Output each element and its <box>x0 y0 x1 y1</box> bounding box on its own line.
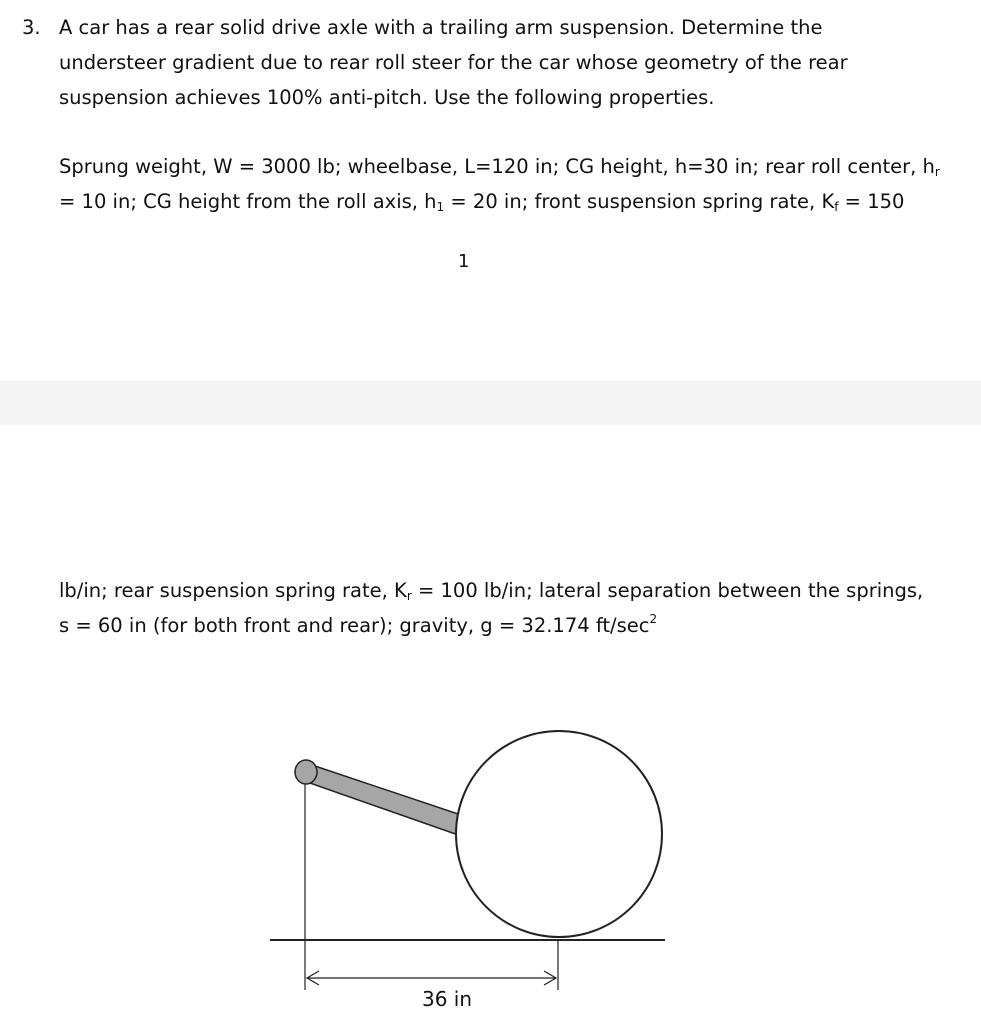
question-line-1: A car has a rear solid drive axle with a trailing arm suspension. Determine the <box>59 16 823 39</box>
trailing-arm <box>304 765 470 837</box>
question-line-2: understeer gradient due to rear roll steer for the car whose geometry of the rear <box>59 51 848 74</box>
question-number: 3. <box>22 16 41 39</box>
properties-line-2: = 10 in; CG height from the roll axis, $h_1 = 20$ in; front suspension spring rate, $K_f = 150$ <box>59 190 905 214</box>
question-line-3: suspension achieves 100% anti-pitch. Use the following properties. <box>59 86 715 109</box>
wheel <box>456 731 662 937</box>
trailing-arm-diagram <box>0 690 981 1024</box>
properties-part-2 <box>59 573 969 643</box>
question-text <box>59 10 959 115</box>
page-number: 1 <box>458 251 470 272</box>
dimension-label: 36 in <box>422 987 473 1011</box>
arm-pivot <box>295 760 317 784</box>
properties-line-4: s = 60 in (for both front and rear); gravity, g = 32.174 $ft/\sec^2$ <box>59 612 658 637</box>
properties-line-3: lb/in; rear suspension spring rate, $K_r = 100$ lb/in; lateral separation between the springs, <box>59 579 924 603</box>
page-break-gap <box>0 381 981 425</box>
properties-line-1: Sprung weight, W = 3000 lb; wheelbase, L=120 in; CG height, h=30 in; rear roll center, $h_r$ <box>59 155 940 179</box>
properties-part-1 <box>59 149 959 219</box>
